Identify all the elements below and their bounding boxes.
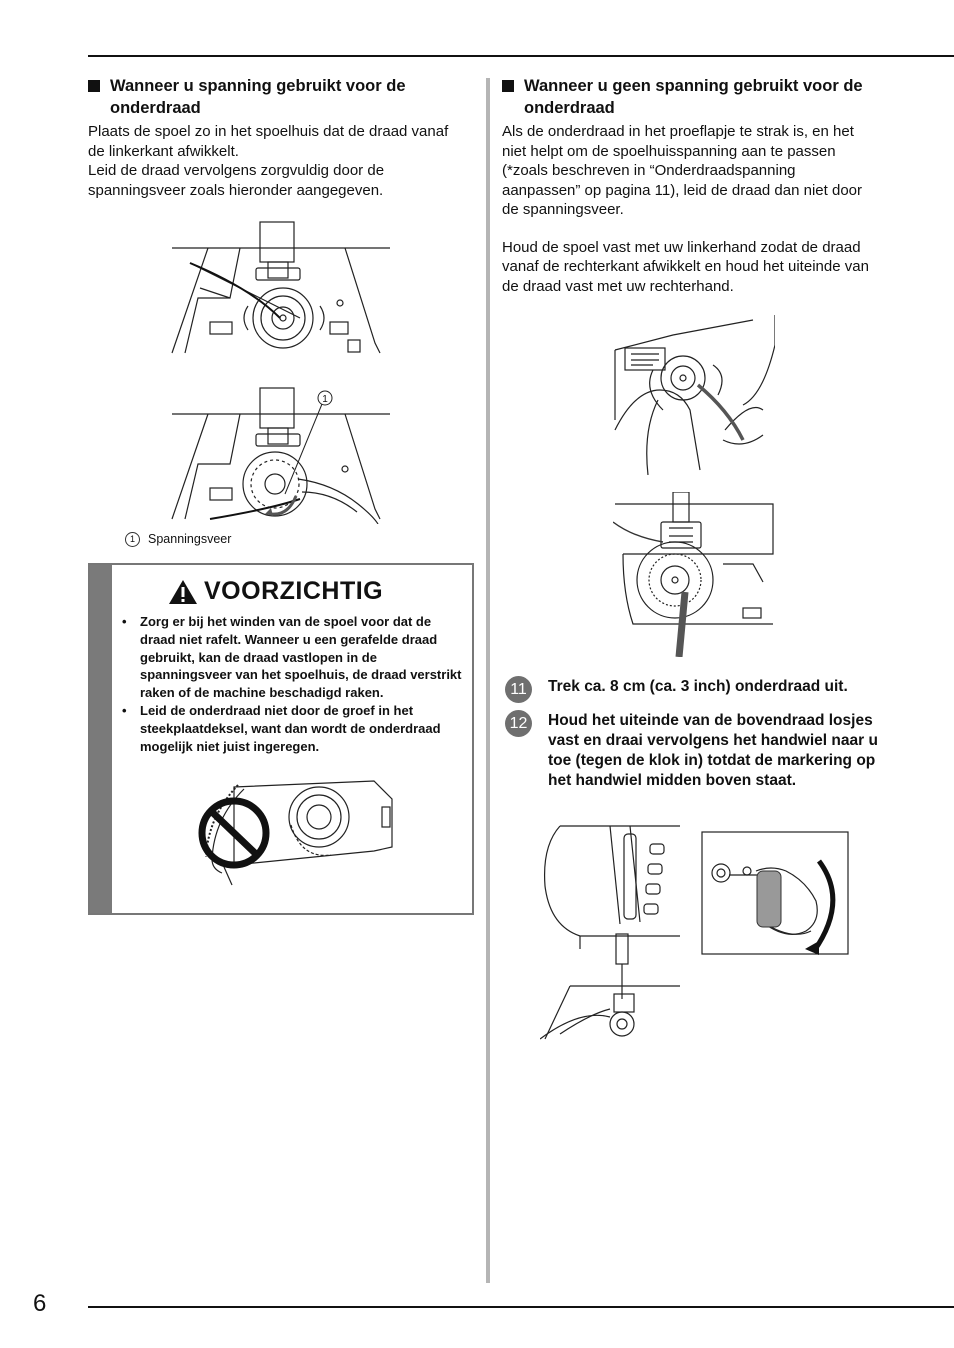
caution-list <box>118 613 466 755</box>
handwheel-illustration <box>701 831 849 955</box>
top-rule <box>88 55 954 57</box>
left-section-heading: Wanneer u spanning gebruikt voor de onderdraad <box>88 75 473 119</box>
square-bullet-icon <box>502 80 514 92</box>
step-number-badge: 12 <box>505 710 532 737</box>
right-section-body: Als de onderdraad in het proeflapje te strak is, en het niet helpt om de spoelhuisspanning aan te passen (*zoals beschreven in “Onderdraadspanning aanpassen” op pagina 11), leid de draad dan niet door de spanningsveer. Houd de spoel vast met uw linkerhand zodat de draad vanaf de rechterkant afwikkelt en houd het uiteinde van de draad vast met uw rechterhand. <box>502 123 869 295</box>
column-divider <box>486 78 490 1283</box>
step-number-badge: 11 <box>505 676 532 703</box>
bottom-rule <box>88 1306 954 1308</box>
callout-number: 1 <box>322 394 328 405</box>
sewing-machine-illustration <box>540 824 683 1044</box>
presser-foot-bobbin-illustration <box>613 492 775 657</box>
caption-text: Spanningsveer <box>148 532 232 546</box>
warning-icon <box>168 579 198 605</box>
bobbin-case-illustration-2 <box>170 384 392 524</box>
left-section <box>88 75 473 200</box>
caption-number-badge: 1 <box>125 532 140 547</box>
caution-box <box>88 563 474 915</box>
hands-bobbin-illustration <box>613 310 775 475</box>
left-section-body: Plaats de spoel zo in het spoelhuis dat de draad vanaf de linkerkant afwikkelt. Leid de draad vervolgens zorgvuldig door de spanningsveer zoals hieronder aangegeven. <box>88 123 449 199</box>
step-12: 12 Houd het uiteinde van de bovendraad losjes vast en draai vervolgens het handwiel naar u toe (tegen de klok in) totdat de markering op het handwiel midden boven staat. <box>505 710 888 791</box>
caution-title: VOORZICHTIG <box>204 577 384 605</box>
step-11: 11 Trek ca. 8 cm (ca. 3 inch) onderdraad uit. <box>505 676 888 697</box>
page-number: 6 <box>33 1290 47 1317</box>
figure-caption <box>125 532 231 547</box>
right-section-heading: Wanneer u geen spanning gebruikt voor de onderdraad <box>502 75 892 119</box>
bobbin-case-illustration-1 <box>170 218 392 358</box>
caution-side-bar <box>90 565 112 913</box>
prohibited-groove-illustration <box>194 777 394 897</box>
caution-item: • Zorg er bij het winden van de spoel voor dat de draad niet rafelt. Wanneer u een gerafelde draad gebruikt, kan de draad vastlopen in de spanningsveer van het spoelhuis, de draad verstrikt raken of de machine beschadigd raken. <box>122 614 462 701</box>
right-section <box>502 75 892 296</box>
square-bullet-icon <box>88 80 100 92</box>
caution-item: • Leid de onderdraad niet door de groef in het steekplaatdeksel, want dan wordt de onderdraad mogelijk niet juist ingeregen. <box>122 702 441 754</box>
